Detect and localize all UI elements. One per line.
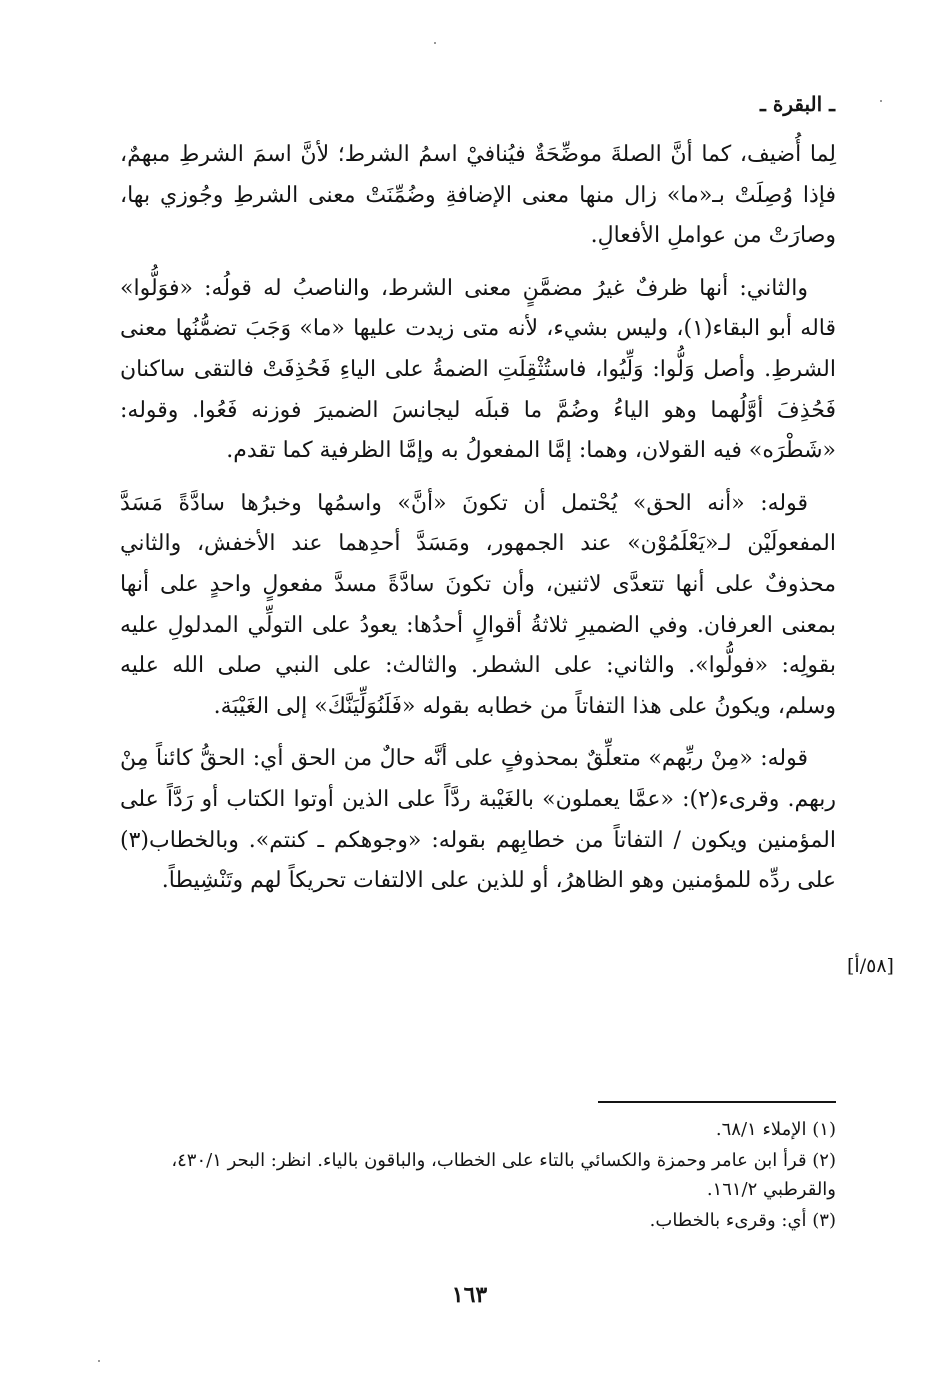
paragraph: قوله: «أنه الحق» يُحْتمل أن تكونَ «أنَّ» واسمُها وخبرُها سادَّةً مَسَدَّ المفعولَيْن لـ«يَعْلَمُوْن» عند الجمهور، ومَسَدَّ أحدِهما عند الأخفش، والثاني محذوفٌ على أنها تتعدَّى لاثنين، وأن تكونَ سادَّةً مسدَّ مفعولٍ واحدٍ على أنها بمعنى العرفان. وفي الضميرِ ثلاثةُ أقوالٍ أحدُها: يعودُ على التولِّي المدلولِ عليه بقولِه: «فولُّوا». والثاني: على الشطر. والثالث: على النبي صلى الله عليه وسلم، ويكونُ على هذا التفاتاً من خطابه بقوله «فَلَنُوَلِّيَنَّكَ» إلى الغَيْبَة. xyxy=(120,490,836,719)
paragraph: لِما أُضيف، كما أنَّ الصلةَ موضِّحَةٌ فيُنافيْ اسمُ الشرط؛ لأنَّ اسمَ الشرطِ مبهمٌ، فإذا وُصِلَتْ بـ«ما» زال منها معنى الإضافةِ وضُمِّنَتْ معنى الشرطِ وجُوزي بها، وصارَتْ من عواملِ الأفعالِ. xyxy=(120,142,836,249)
footnote: (١) الإملاء ٦٨/١. xyxy=(715,1119,836,1140)
page-number: ١٦٣ xyxy=(451,1282,488,1308)
scan-speck xyxy=(434,42,436,44)
footnotes xyxy=(120,1115,836,1235)
footnote: (٣) أي: وقرىء بالخطاب. xyxy=(649,1210,836,1231)
main-text xyxy=(120,135,836,902)
running-header: ـ البقرة ـ xyxy=(760,92,835,116)
scan-speck xyxy=(98,1360,100,1362)
footnote: (٢) قرأ ابن عامر وحمزة والكسائي بالتاء على الخطاب، والباقون بالياء. انظر: البحر ٤٣٠/١، والقرطبي ١٦١/٢. xyxy=(171,1150,836,1200)
footnote-separator xyxy=(598,1101,836,1103)
manuscript-folio-marker: [٥٨/أ] xyxy=(847,955,894,977)
scan-speck xyxy=(880,100,882,102)
paragraph: قوله: «مِنْ ربِّهم» متعلِّقٌ بمحذوفٍ على أنَّه حالٌ من الحق أي: الحقُّ كائناً مِنْ ربهم. وقرىء(٢): «عمَّا يعملون» بالغَيْبة ردَّاً على الذين أوتوا الكتاب أو رَدَّاً على المؤمنين ويكون / التفاتاً من خطابِهم بقوله: «وجوهكم ـ كنتم». وبالخطاب(٣) على ردِّه للمؤمنين وهو الظاهرُ، أو للذين على الالتفات تحريكاً لهم وتَنْشِيطاً. xyxy=(120,746,837,894)
paragraph: والثاني: أنها ظرفٌ غيرُ مضمَّنٍ معنى الشرط، والناصبُ له قولُه: «فوَلُّوا» قاله أبو البقاء(١)، وليس بشيء، لأنه متى زيدت عليها «ما» وَجَبَ تضمُّنُها معنى الشرطِ. وأصل وَلُّوا: وَلِّيُوا، فاستُثْقِلَتِ الضمةُ على الياءِ فَحُذِفَتْ فالتقى ساكنان فَحُذِفَ أوَّلُهما وهو الياءُ وضُمَّ ما قبلَه ليجانسَ الضميرَ فوزنه فَعُوا. وقوله: «شَطْرَه» فيه القولان، وهما: إمَّا المفعولُ به وإمَّا الظرفية كما تقدم. xyxy=(120,275,836,464)
